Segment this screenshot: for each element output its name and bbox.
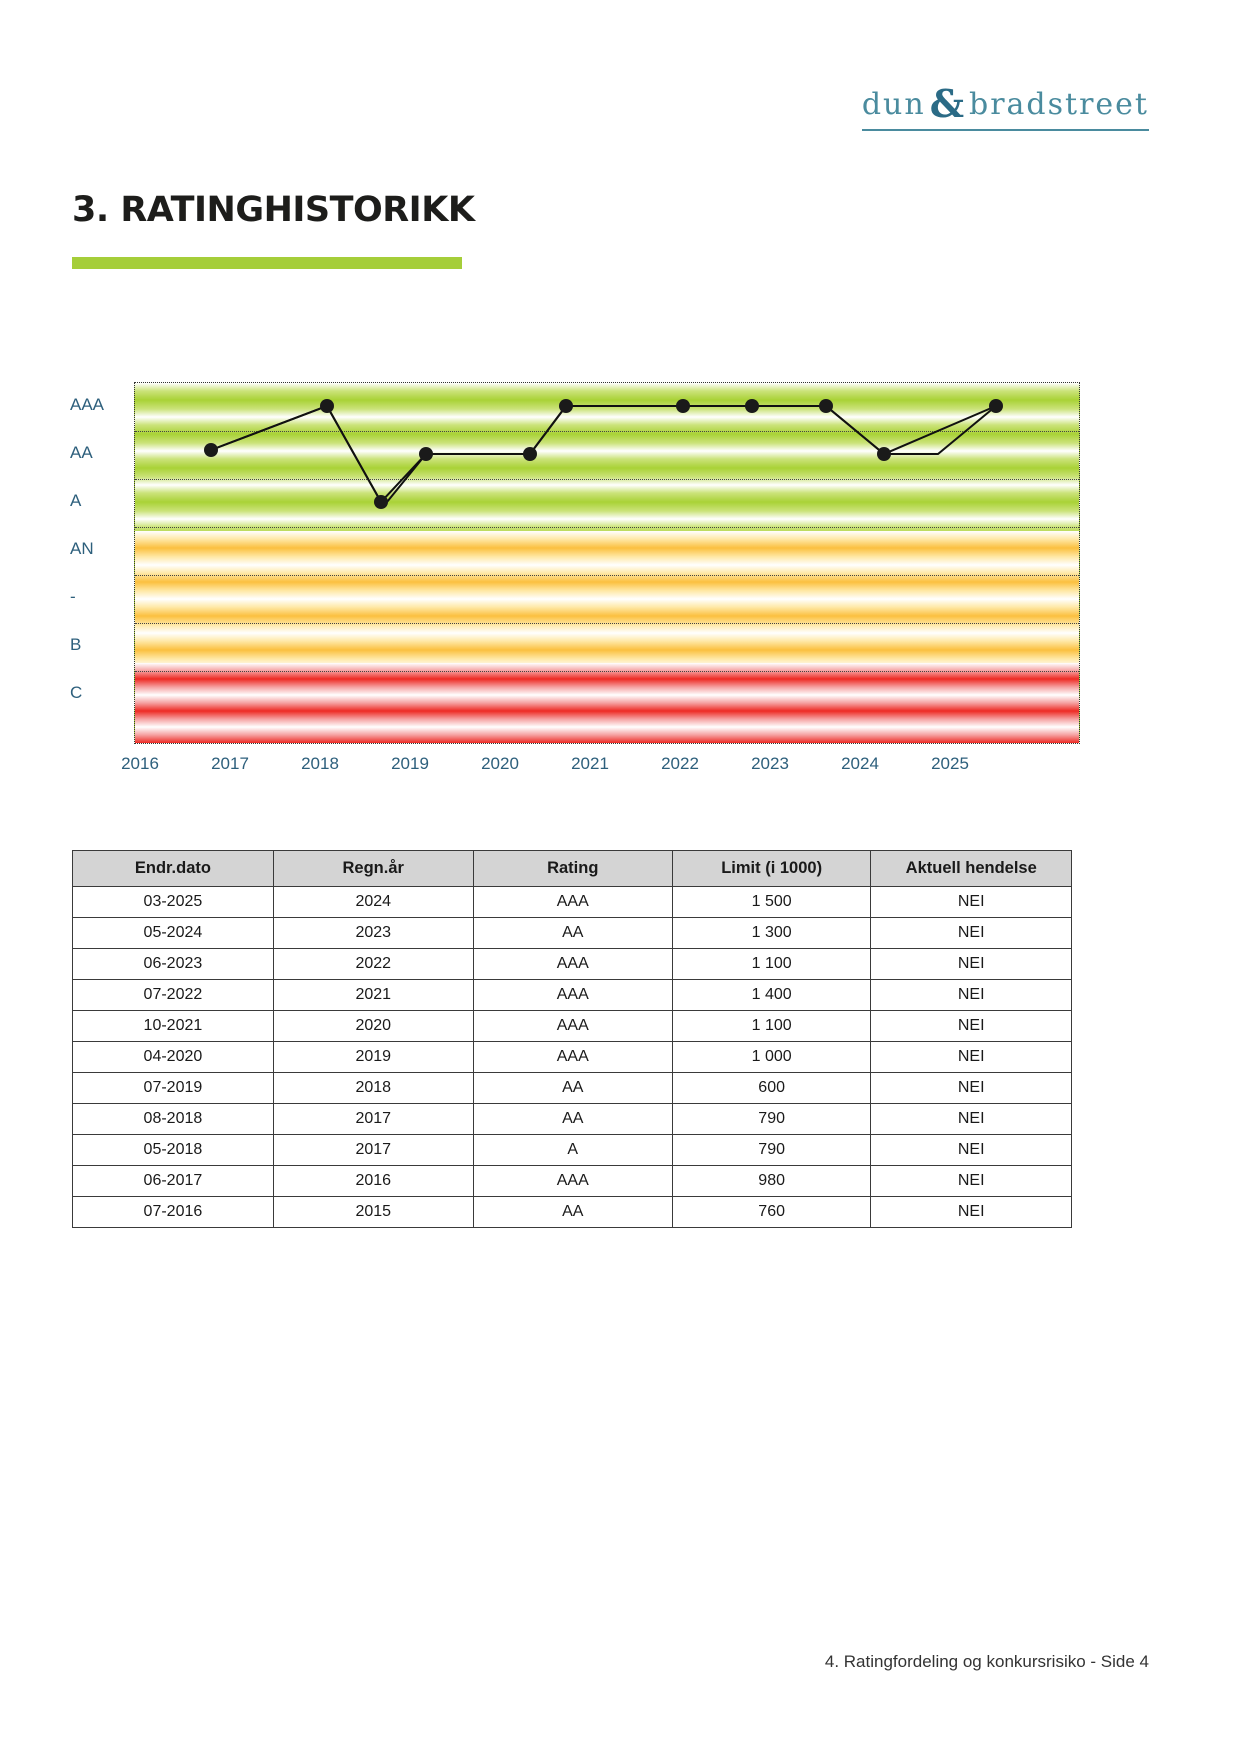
y-tick-a: A [70, 491, 82, 510]
table-row [73, 1011, 1072, 1042]
table-row [73, 887, 1072, 918]
table-cell: 790 [672, 1135, 871, 1166]
y-tick-c: C [70, 683, 83, 702]
rating-history-chart [70, 382, 1080, 792]
x-tick-2023: 2023 [751, 754, 789, 773]
band-green [135, 383, 1079, 531]
table-cell: 2022 [273, 949, 473, 980]
x-tick-2024: 2024 [841, 754, 879, 773]
chart-plot-area [134, 382, 1080, 744]
table-cell: NEI [871, 1104, 1072, 1135]
table-cell: NEI [871, 1073, 1072, 1104]
table-cell: NEI [871, 1197, 1072, 1228]
table-cell: AA [473, 1073, 672, 1104]
table-cell: 05-2018 [73, 1135, 274, 1166]
table-cell: 07-2016 [73, 1197, 274, 1228]
table-cell: 04-2020 [73, 1042, 274, 1073]
table-cell: AA [473, 1197, 672, 1228]
table-cell: NEI [871, 887, 1072, 918]
table-row [73, 980, 1072, 1011]
y-tick-an: AN [70, 539, 94, 558]
x-tick-2025: 2025 [931, 754, 969, 773]
table-cell: NEI [871, 949, 1072, 980]
y-tick-dash: - [70, 587, 76, 606]
gridline-an [135, 575, 1079, 576]
table-cell: 2019 [273, 1042, 473, 1073]
gridline-dash [135, 623, 1079, 624]
gridline-aa [135, 479, 1079, 480]
column-header-rating: Rating [473, 851, 672, 887]
table-cell: 1 300 [672, 918, 871, 949]
logo-dun-text: dun [861, 87, 926, 122]
x-tick-2022: 2022 [661, 754, 699, 773]
x-tick-2021: 2021 [571, 754, 609, 773]
table-cell: 06-2023 [73, 949, 274, 980]
table-cell: 2020 [273, 1011, 473, 1042]
table-row [73, 1104, 1072, 1135]
rating-history-table-wrapper [72, 850, 1072, 1228]
table-cell: AAA [473, 949, 672, 980]
table-cell: 2018 [273, 1073, 473, 1104]
table-row [73, 1135, 1072, 1166]
table-cell: AAA [473, 887, 672, 918]
table-cell: 1 400 [672, 980, 871, 1011]
table-cell: 2016 [273, 1166, 473, 1197]
table-row [73, 918, 1072, 949]
table-cell: AAA [473, 980, 672, 1011]
y-tick-aa: AA [70, 443, 93, 462]
page-title: 3. RATINGHISTORIKK [72, 190, 475, 230]
column-header-regn-ar: Regn.år [273, 851, 473, 887]
table-row [73, 1073, 1072, 1104]
table-cell: NEI [871, 1166, 1072, 1197]
y-tick-aaa: AAA [70, 395, 105, 414]
table-cell: AAA [473, 1042, 672, 1073]
rating-history-table [72, 850, 1072, 1228]
table-cell: AA [473, 918, 672, 949]
table-cell: NEI [871, 918, 1072, 949]
table-row [73, 1166, 1072, 1197]
table-cell: 10-2021 [73, 1011, 274, 1042]
table-cell: AAA [473, 1011, 672, 1042]
table-cell: 600 [672, 1073, 871, 1104]
table-cell: 08-2018 [73, 1104, 274, 1135]
table-cell: 790 [672, 1104, 871, 1135]
table-cell: 2021 [273, 980, 473, 1011]
table-cell: 980 [672, 1166, 871, 1197]
gridline-aaa [135, 431, 1079, 432]
title-accent-rule [72, 257, 462, 269]
table-header-row [73, 851, 1072, 887]
table-row [73, 949, 1072, 980]
table-cell: 2015 [273, 1197, 473, 1228]
y-tick-b: B [70, 635, 82, 654]
table-cell: 760 [672, 1197, 871, 1228]
table-cell: 2024 [273, 887, 473, 918]
column-header-limit: Limit (i 1000) [672, 851, 871, 887]
table-cell: 06-2017 [73, 1166, 274, 1197]
table-cell: 1 100 [672, 949, 871, 980]
table-cell: 1 100 [672, 1011, 871, 1042]
logo-bradstreet-text: bradstreet [969, 87, 1149, 122]
table-cell: 2017 [273, 1135, 473, 1166]
logo-ampersand-icon: & [929, 81, 965, 126]
x-tick-2016: 2016 [121, 754, 159, 773]
table-body [73, 887, 1072, 1228]
logo-underline [862, 129, 1149, 131]
column-header-endr-dato: Endr.dato [73, 851, 274, 887]
table-cell: AAA [473, 1166, 672, 1197]
dun-bradstreet-logo [861, 78, 1149, 126]
table-cell: NEI [871, 980, 1072, 1011]
band-orange [135, 531, 1079, 663]
table-row [73, 1042, 1072, 1073]
x-tick-2018: 2018 [301, 754, 339, 773]
band-red [135, 663, 1079, 744]
table-row [73, 1197, 1072, 1228]
gridline-b [135, 671, 1079, 672]
table-cell: 2017 [273, 1104, 473, 1135]
table-cell: NEI [871, 1011, 1072, 1042]
table-cell: 1 500 [672, 887, 871, 918]
table-cell: AA [473, 1104, 672, 1135]
table-cell: NEI [871, 1135, 1072, 1166]
column-header-aktuell-hendelse: Aktuell hendelse [871, 851, 1072, 887]
table-cell: 1 000 [672, 1042, 871, 1073]
table-cell: 07-2019 [73, 1073, 274, 1104]
gridline-a [135, 527, 1079, 528]
x-tick-2019: 2019 [391, 754, 429, 773]
x-tick-2020: 2020 [481, 754, 519, 773]
x-tick-2017: 2017 [211, 754, 249, 773]
table-cell: 03-2025 [73, 887, 274, 918]
table-cell: 05-2024 [73, 918, 274, 949]
table-cell: NEI [871, 1042, 1072, 1073]
table-cell: A [473, 1135, 672, 1166]
table-cell: 07-2022 [73, 980, 274, 1011]
table-cell: 2023 [273, 918, 473, 949]
page-footer: 4. Ratingfordeling og konkursrisiko - Side 4 [824, 1652, 1149, 1671]
